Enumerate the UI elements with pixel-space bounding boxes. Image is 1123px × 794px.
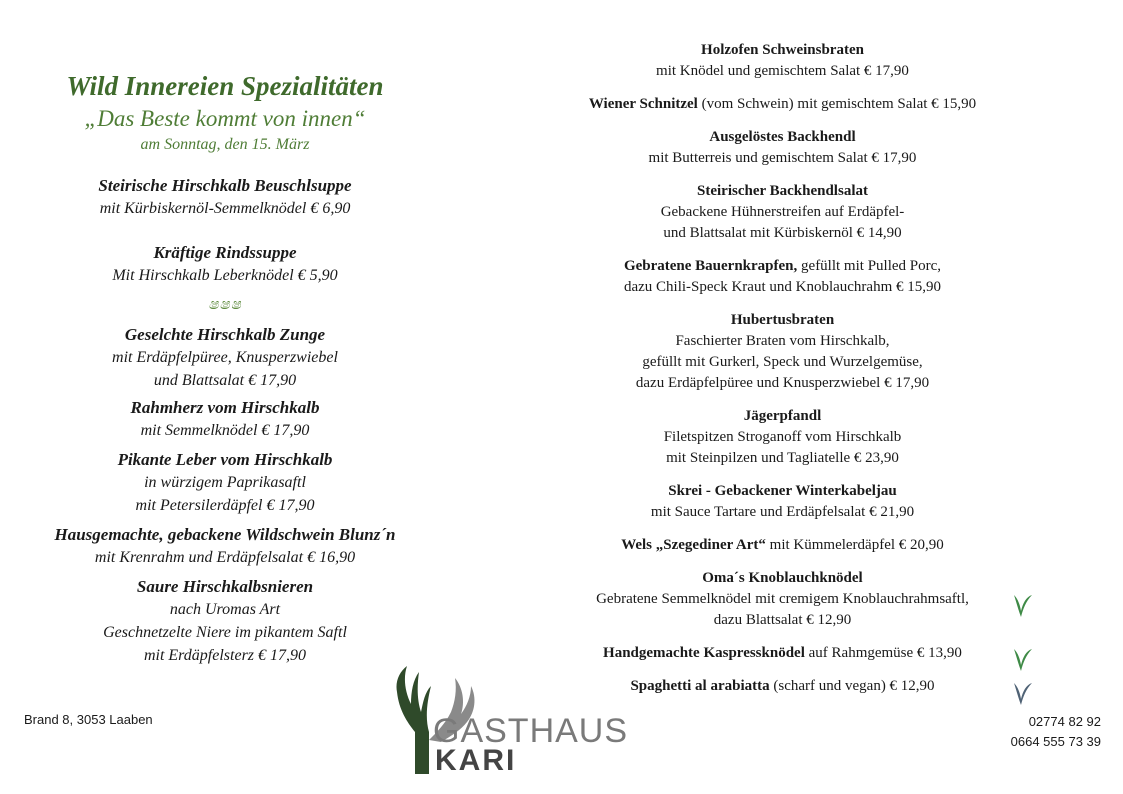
dish-name: Wiener Schnitzel [588,96,698,112]
dish-name: Kräftige Rindssuppe [153,243,297,262]
dish-description: und Blattsalat mit Kürbiskernöl € 14,90 [663,225,902,241]
dish-description: mit Sauce Tartare und Erdäpfelsalat € 21,90 [650,504,915,520]
dish-description: Geschnetzelte Niere im pikantem Saftl [103,624,347,641]
dish-description: Gebratene Semmelknödel mit cremigem Knoblauchrahmsaftl, [596,591,969,607]
dish-description: mit Semmelknödel € 17,90 [140,422,310,439]
dish-inline-description: auf Rahmgemüse € 13,90 [804,645,962,661]
menu-title: Wild Innereien Spezialitäten [66,71,384,101]
dish-description: Gebackene Hühnerstreifen auf Erdäpfel- [660,204,905,220]
menu-item [560,256,1005,298]
dish-name: Wels „Szegediner Art“ [621,537,766,553]
dish-name: Hubertusbraten [730,312,835,328]
logo-text-gasthaus: GASTHAUS [433,712,629,750]
dish-description: gefüllt mit Gurkerl, Speck und Wurzelgemüse, [642,354,923,370]
dish-description: mit Steinpilzen und Tagliatelle € 23,90 [666,450,899,466]
menu-item [560,181,1005,244]
vegetarian-leaf-icon [1010,645,1034,673]
dish-description: in würzigem Paprikasaftl [144,474,306,491]
dish-inline-description: (scharf und vegan) € 12,90 [769,678,935,694]
menu-item [560,568,1005,631]
address: Brand 8, 3053 Laaben [24,712,153,727]
phone-numbers [1011,712,1101,752]
menu-item [560,310,1005,394]
right-column [560,40,1005,709]
dish-name: Jägerpfandl [743,408,822,424]
menu-item [560,676,1005,697]
menu-item [560,127,1005,169]
dish-description: mit Petersilerdäpfel € 17,90 [135,497,315,514]
menu-item [560,40,1005,82]
dish-name: Oma´s Knoblauchknödel [702,570,863,586]
dish-description: mit Butterreis und gemischtem Salat € 17,90 [648,150,917,166]
dish-name: Gebratene Bauernkrapfen, [623,258,798,274]
dish-description: und Blattsalat € 17,90 [153,372,297,389]
dish-name: Handgemachte Kaspressknödel [603,645,805,661]
dish-name: Steirischer Backhendlsalat [697,183,868,199]
dish-inline-description: gefüllt mit Pulled Porc, [797,258,942,274]
dish-description: mit Kürbiskernöl-Semmelknödel € 6,90 [99,200,351,217]
dish-name: Ausgelöstes Backhendl [709,129,856,145]
dish-name: Hausgemachte, gebackene Wildschwein Blunz´n [54,525,396,544]
dish-description: mit Erdäpfelpüree, Knusperzwiebel [112,349,338,366]
dish-description: mit Erdäpfelsterz € 17,90 [143,647,307,664]
dish-name: Saure Hirschkalbsnieren [136,577,314,596]
menu-subtitle: „Das Beste kommt von innen“ [84,106,366,131]
menu-item [560,643,1005,664]
menu-item [20,241,430,287]
vegan-leaf-icon [1010,679,1034,707]
menu-item [560,406,1005,469]
dish-description: mit Knödel und gemischtem Salat € 17,90 [656,63,909,79]
dish-name: Holzofen Schweinsbraten [701,42,864,58]
dish-description: Mit Hirschkalb Leberknödel € 5,90 [112,267,338,284]
ornament-divider: ෂෂෂ [208,297,242,313]
dish-inline-description: mit Kümmelerdäpfel € 20,90 [765,537,944,553]
menu-item [20,448,430,517]
menu-item [560,94,1005,115]
phone-landline: 02774 82 92 [1028,714,1101,729]
dish-name: Pikante Leber vom Hirschkalb [117,450,333,469]
menu-item [20,174,430,220]
dish-description: nach Uromas Art [169,601,281,618]
dish-name: Skrei - Gebackener Winterkabeljau [668,483,897,499]
dish-inline-description: (vom Schwein) mit gemischtem Salat € 15,90 [697,96,977,112]
left-column [20,68,430,667]
dish-name: Spaghetti al arabiatta [630,678,770,694]
menu-item [20,523,430,569]
phone-mobile: 0664 555 73 39 [1010,734,1101,749]
menu-date: am Sonntag, den 15. März [140,136,310,153]
dish-name: Steirische Hirschkalb Beuschlsuppe [98,176,352,195]
menu-item [20,396,430,442]
dish-description: dazu Blattsalat € 12,90 [713,612,852,628]
dish-description: dazu Chili-Speck Kraut und Knoblauchrahm € 15,90 [623,279,941,295]
logo-text-kari: KARI [435,744,517,777]
menu-item [560,535,1005,556]
dish-description: dazu Erdäpfelpüree und Knusperzwiebel € 17,90 [635,375,930,391]
menu-item [20,575,430,667]
dish-description: Filetspitzen Stroganoff vom Hirschkalb [663,429,902,445]
dish-name: Geselchte Hirschkalb Zunge [124,325,326,344]
vegetarian-leaf-icon [1010,591,1034,619]
menu-item [20,323,430,392]
dish-name: Rahmherz vom Hirschkalb [130,398,320,417]
dish-description: Faschierter Braten vom Hirschkalb, [675,333,890,349]
dish-description: mit Krenrahm und Erdäpfelsalat € 16,90 [94,549,356,566]
gasthaus-logo [385,662,629,780]
menu-item [560,481,1005,523]
